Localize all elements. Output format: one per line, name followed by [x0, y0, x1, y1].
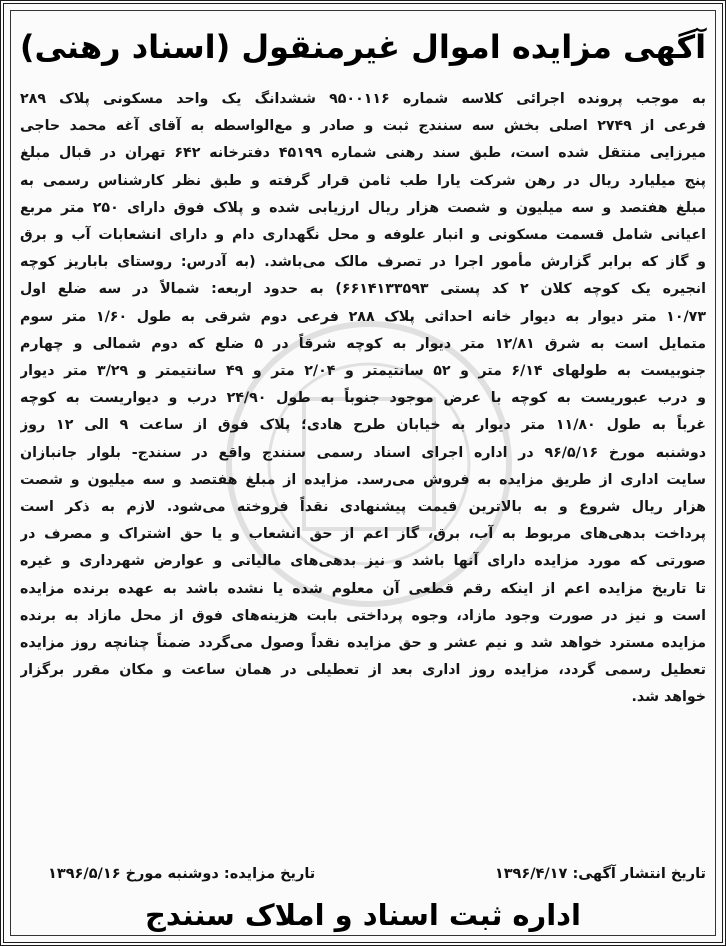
body-line: میرزایی منتقل شده است، طبق سند رهنی شماره ۴۵۱۹۹ دفترخانه ۶۴۲ تهران در قبال مبلغ — [20, 145, 706, 162]
body-line: مزایده مسترد خواهد شد و نیم عشر و حق مزایده نقداً وصول می‌گردد ضمناً چنانچه روز مزایده — [20, 635, 706, 652]
body-line: و گاز که برابر گزارش مأمور اجرا در تصرف مالک می‌باشد. (به آدرس: روستای باباریز کوچه — [20, 254, 706, 271]
body-line: جنوبیست به طولهای ۶/۱۴ متر و ۵۲ سانتیمتر و ۲/۰۴ متر و ۴۹ سانتیمتر و ۳/۲۹ متر دیوار — [20, 363, 706, 380]
body-line: پنج میلیارد ریال در رهن شرکت یارا طب ثامن قرار گرفته و طبق نظر کارشناس رسمی به — [20, 172, 706, 189]
body-line: دوشنبه مورخ ۹۶/۵/۱۶ در اداره اجرای اسناد رسمی سنندج واقع در سنندج- بلوار جانبازان — [20, 444, 706, 461]
footer-dates — [20, 860, 706, 888]
body-line: تا تاریخ مزایده اعم از اینکه رقم قطعی آن معلوم شده یا نشده باشد به عهده برنده مزایده — [20, 580, 706, 597]
notice-body — [20, 86, 706, 712]
body-line: فرعی از ۲۷۴۹ اصلی بخش سه سنندج ثبت و صادر و مع‌الواسطه به آقای آغه محمد حاجی — [20, 118, 706, 135]
auction-date: تاریخ مزایده: دوشنبه مورخ ۱۳۹۶/۵/۱۶ — [48, 866, 316, 882]
body-line: پرداخت بدهی‌های مربوط به آب، برق، گاز اعم از حق انشعاب و یا حق اشتراک و مصرف در — [20, 526, 706, 543]
publish-date: تاریخ انتشار آگهی: ۱۳۹۶/۴/۱۷ — [494, 866, 706, 882]
body-line: انجیره یک کوچه کلان ۲ کد پستی ۶۶۱۴۱۳۳۵۹۳) به حدود اربعه: شمالاً در سه ضلع اول — [20, 281, 706, 298]
body-line: غرباً به طول ۱۱/۸۰ متر دیوار به خیابان طرح هادی؛ پلاک فوق از ساعت ۹ الی ۱۲ روز — [20, 417, 706, 434]
page-title: آگهی مزایده اموال غیرمنقول (اسناد رهنی) — [19, 28, 707, 66]
body-line: به موجب پرونده اجرائی کلاسه شماره ۹۵۰۰۱۱۶ ششدانگ یک واحد مسکونی پلاک ۲۸۹ — [20, 91, 706, 107]
body-line: است و نیز در صورت وجود مازاد، وجوه پرداختی بابت هزینه‌های فوق از محل مازاد به برنده — [20, 607, 706, 624]
body-line: مبلغ هفتصد و سه میلیون و شصت هزار ریال ارزیابی شده و پلاک فوق دارای ۲۵۰ متر مربع — [20, 199, 706, 216]
body-line: خواهد شد. — [631, 689, 706, 706]
body-line: اعیانی شامل قسمت مسکونی و انبار علوفه و محل نگهداری دام و دارای انشعابات آب و برق — [20, 227, 706, 244]
body-line: و درب عبوریست به کوچه با عرض موجود جنوباً به طول ۲۴/۹۰ درب و دیواریست به کوچه — [20, 390, 706, 407]
body-line: تعطیل رسمی گردد، مزایده روز اداری بعد از تعطیلی در همان ساعت و مکان مقرر برگزار — [20, 662, 706, 679]
body-line: ۱۰/۷۳ متر دیوار به دیوار خانه احداثی پلاک ۲۸۸ فرعی دوم شرقی به طول ۱/۶۰ متر سوم — [20, 308, 706, 325]
body-line: سایت اداری از طریق مزایده به فروش می‌رسد. مزایده از مبلغ هفتصد و سه میلیون و شصت — [20, 471, 706, 488]
body-line: هزار ریال شروع و به بالاترین قیمت پیشنهادی نقداً فروخته می‌شود. لازم به ذکر است — [20, 499, 706, 516]
body-line: صورتی که مورد مزایده دارای آنها باشد و نیز بدهی‌های مالیاتی و عوارض شهرداری و غیره — [20, 553, 706, 570]
body-line: متمایل است به شرق ۱۲/۸۱ متر دیوار به کوچه شرقاً در ۵ ضلع که دوم شمالی و چهارم — [20, 335, 706, 352]
issuer-signature: اداره ثبت اسناد و املاک سنندج — [144, 898, 582, 932]
